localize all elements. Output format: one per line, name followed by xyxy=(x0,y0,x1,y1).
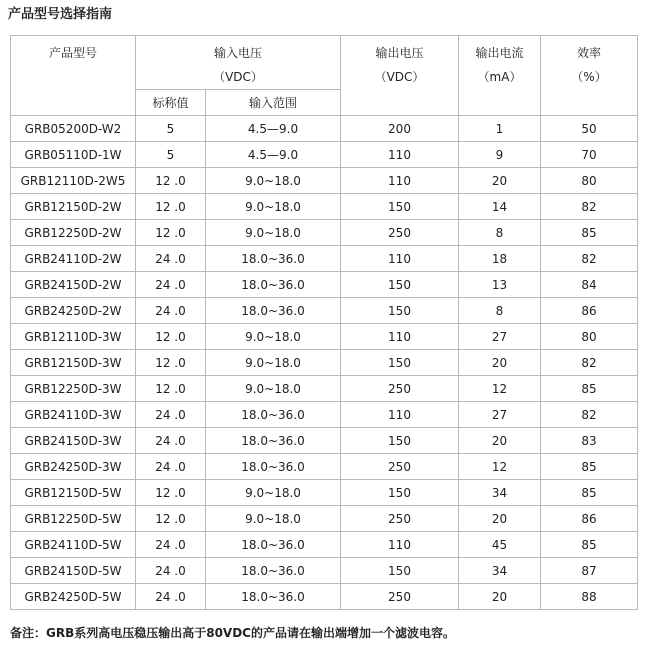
cell-output-current: 9 xyxy=(459,142,541,168)
cell-efficiency: 88 xyxy=(541,584,638,610)
cell-model: GRB24150D-3W xyxy=(11,428,136,454)
table-row xyxy=(11,480,638,506)
cell-efficiency: 82 xyxy=(541,194,638,220)
cell-input-range: 9.0~18.0 xyxy=(206,324,341,350)
table-row xyxy=(11,142,638,168)
cell-output-current: 14 xyxy=(459,194,541,220)
cell-nominal: 12 .0 xyxy=(136,350,206,376)
footnote: 备注：GRB系列高电压稳压输出高于80VDC的产品请在输出端增加一个滤波电容。 xyxy=(10,626,455,640)
cell-efficiency: 82 xyxy=(541,246,638,272)
cell-nominal: 12 .0 xyxy=(136,194,206,220)
cell-model: GRB12150D-2W xyxy=(11,194,136,220)
table-row xyxy=(11,428,638,454)
cell-efficiency: 86 xyxy=(541,506,638,532)
header-efficiency-label: 效率 xyxy=(576,46,601,60)
header-output-current xyxy=(459,36,541,116)
cell-nominal: 24 .0 xyxy=(136,246,206,272)
table-row xyxy=(11,584,638,610)
cell-output-current: 34 xyxy=(459,558,541,584)
cell-efficiency: 80 xyxy=(541,324,638,350)
table-row xyxy=(11,324,638,350)
cell-model: GRB05200D-W2 xyxy=(11,116,136,142)
product-selection-table xyxy=(10,35,638,610)
cell-nominal: 12 .0 xyxy=(136,506,206,532)
cell-output-voltage: 150 xyxy=(341,558,459,584)
cell-output-current: 8 xyxy=(459,220,541,246)
table-row xyxy=(11,350,638,376)
cell-output-voltage: 150 xyxy=(341,480,459,506)
cell-model: GRB12110D-2W5 xyxy=(11,168,136,194)
cell-efficiency: 87 xyxy=(541,558,638,584)
cell-output-current: 45 xyxy=(459,532,541,558)
cell-input-range: 18.0~36.0 xyxy=(206,402,341,428)
cell-nominal: 5 xyxy=(136,142,206,168)
cell-input-range: 9.0~18.0 xyxy=(206,194,341,220)
table-row xyxy=(11,272,638,298)
cell-output-current: 8 xyxy=(459,298,541,324)
header-nominal: 标称值 xyxy=(136,90,206,116)
cell-output-voltage: 150 xyxy=(341,428,459,454)
cell-nominal: 12 .0 xyxy=(136,324,206,350)
cell-input-range: 4.5—9.0 xyxy=(206,116,341,142)
cell-efficiency: 85 xyxy=(541,376,638,402)
cell-input-range: 9.0~18.0 xyxy=(206,506,341,532)
cell-output-voltage: 150 xyxy=(341,298,459,324)
cell-input-range: 18.0~36.0 xyxy=(206,454,341,480)
header-output-current-label: 输出电流 xyxy=(475,46,524,60)
cell-input-range: 9.0~18.0 xyxy=(206,168,341,194)
cell-model: GRB24250D-5W xyxy=(11,584,136,610)
cell-output-voltage: 200 xyxy=(341,116,459,142)
cell-input-range: 9.0~18.0 xyxy=(206,220,341,246)
cell-output-voltage: 110 xyxy=(341,402,459,428)
table-row xyxy=(11,246,638,272)
cell-input-range: 18.0~36.0 xyxy=(206,584,341,610)
cell-efficiency: 85 xyxy=(541,220,638,246)
cell-output-voltage: 250 xyxy=(341,220,459,246)
cell-nominal: 12 .0 xyxy=(136,480,206,506)
table-row xyxy=(11,402,638,428)
cell-output-voltage: 110 xyxy=(341,324,459,350)
cell-input-range: 4.5—9.0 xyxy=(206,142,341,168)
cell-nominal: 12 .0 xyxy=(136,376,206,402)
cell-model: GRB12250D-5W xyxy=(11,506,136,532)
cell-nominal: 24 .0 xyxy=(136,558,206,584)
header-output-voltage-unit: （VDC） xyxy=(374,70,425,84)
header-input-range: 输入范围 xyxy=(206,90,341,116)
cell-nominal: 24 .0 xyxy=(136,532,206,558)
cell-input-range: 18.0~36.0 xyxy=(206,558,341,584)
cell-nominal: 24 .0 xyxy=(136,584,206,610)
cell-efficiency: 82 xyxy=(541,350,638,376)
table-row xyxy=(11,220,638,246)
cell-output-voltage: 150 xyxy=(341,350,459,376)
header-input-voltage-unit: （VDC） xyxy=(213,70,263,84)
cell-output-current: 27 xyxy=(459,324,541,350)
cell-output-voltage: 250 xyxy=(341,584,459,610)
cell-model: GRB12150D-3W xyxy=(11,350,136,376)
cell-output-current: 20 xyxy=(459,350,541,376)
cell-efficiency: 80 xyxy=(541,168,638,194)
cell-input-range: 9.0~18.0 xyxy=(206,350,341,376)
cell-efficiency: 82 xyxy=(541,402,638,428)
cell-model: GRB24150D-2W xyxy=(11,272,136,298)
page-title: 产品型号选择指南 xyxy=(8,7,113,22)
cell-output-current: 12 xyxy=(459,454,541,480)
cell-nominal: 24 .0 xyxy=(136,454,206,480)
header-input-voltage-label: 输入电压 xyxy=(213,46,262,60)
cell-input-range: 9.0~18.0 xyxy=(206,480,341,506)
header-input-voltage xyxy=(136,36,341,90)
cell-efficiency: 50 xyxy=(541,116,638,142)
cell-efficiency: 85 xyxy=(541,454,638,480)
cell-model: GRB24110D-2W xyxy=(11,246,136,272)
cell-input-range: 18.0~36.0 xyxy=(206,428,341,454)
table-row xyxy=(11,298,638,324)
cell-input-range: 18.0~36.0 xyxy=(206,246,341,272)
cell-efficiency: 85 xyxy=(541,532,638,558)
cell-output-current: 27 xyxy=(459,402,541,428)
cell-model: GRB12150D-5W xyxy=(11,480,136,506)
cell-output-current: 34 xyxy=(459,480,541,506)
header-efficiency-unit: （%） xyxy=(571,70,607,84)
cell-input-range: 18.0~36.0 xyxy=(206,532,341,558)
cell-nominal: 24 .0 xyxy=(136,298,206,324)
cell-output-current: 1 xyxy=(459,116,541,142)
cell-model: GRB12110D-3W xyxy=(11,324,136,350)
table-row xyxy=(11,454,638,480)
cell-output-current: 20 xyxy=(459,584,541,610)
cell-nominal: 24 .0 xyxy=(136,272,206,298)
cell-output-voltage: 150 xyxy=(341,194,459,220)
cell-output-current: 20 xyxy=(459,428,541,454)
cell-input-range: 9.0~18.0 xyxy=(206,376,341,402)
cell-efficiency: 86 xyxy=(541,298,638,324)
header-efficiency xyxy=(541,36,638,116)
cell-output-voltage: 110 xyxy=(341,246,459,272)
cell-model: GRB24250D-3W xyxy=(11,454,136,480)
cell-model: GRB12250D-3W xyxy=(11,376,136,402)
cell-model: GRB24250D-2W xyxy=(11,298,136,324)
cell-input-range: 18.0~36.0 xyxy=(206,272,341,298)
cell-output-voltage: 110 xyxy=(341,142,459,168)
cell-nominal: 12 .0 xyxy=(136,220,206,246)
table-row xyxy=(11,116,638,142)
table-row xyxy=(11,506,638,532)
header-output-current-unit: （mA） xyxy=(477,70,522,84)
cell-nominal: 24 .0 xyxy=(136,402,206,428)
table-row xyxy=(11,194,638,220)
cell-efficiency: 83 xyxy=(541,428,638,454)
cell-output-current: 18 xyxy=(459,246,541,272)
table-row xyxy=(11,376,638,402)
cell-efficiency: 84 xyxy=(541,272,638,298)
cell-output-voltage: 110 xyxy=(341,168,459,194)
cell-output-voltage: 110 xyxy=(341,532,459,558)
cell-output-voltage: 250 xyxy=(341,376,459,402)
header-model-label: 产品型号 xyxy=(48,46,97,60)
cell-model: GRB24150D-5W xyxy=(11,558,136,584)
table-row xyxy=(11,558,638,584)
cell-efficiency: 70 xyxy=(541,142,638,168)
cell-nominal: 12 .0 xyxy=(136,168,206,194)
cell-output-voltage: 250 xyxy=(341,454,459,480)
cell-model: GRB12250D-2W xyxy=(11,220,136,246)
cell-output-voltage: 250 xyxy=(341,506,459,532)
header-output-voltage xyxy=(341,36,459,116)
cell-efficiency: 85 xyxy=(541,480,638,506)
cell-output-current: 20 xyxy=(459,506,541,532)
cell-model: GRB24110D-5W xyxy=(11,532,136,558)
cell-nominal: 24 .0 xyxy=(136,428,206,454)
table-row xyxy=(11,168,638,194)
cell-output-current: 13 xyxy=(459,272,541,298)
cell-output-current: 12 xyxy=(459,376,541,402)
cell-model: GRB05110D-1W xyxy=(11,142,136,168)
table-row xyxy=(11,532,638,558)
header-output-voltage-label: 输出电压 xyxy=(375,46,424,60)
cell-output-current: 20 xyxy=(459,168,541,194)
cell-output-voltage: 150 xyxy=(341,272,459,298)
header-model xyxy=(11,36,136,116)
cell-model: GRB24110D-3W xyxy=(11,402,136,428)
cell-input-range: 18.0~36.0 xyxy=(206,298,341,324)
cell-nominal: 5 xyxy=(136,116,206,142)
